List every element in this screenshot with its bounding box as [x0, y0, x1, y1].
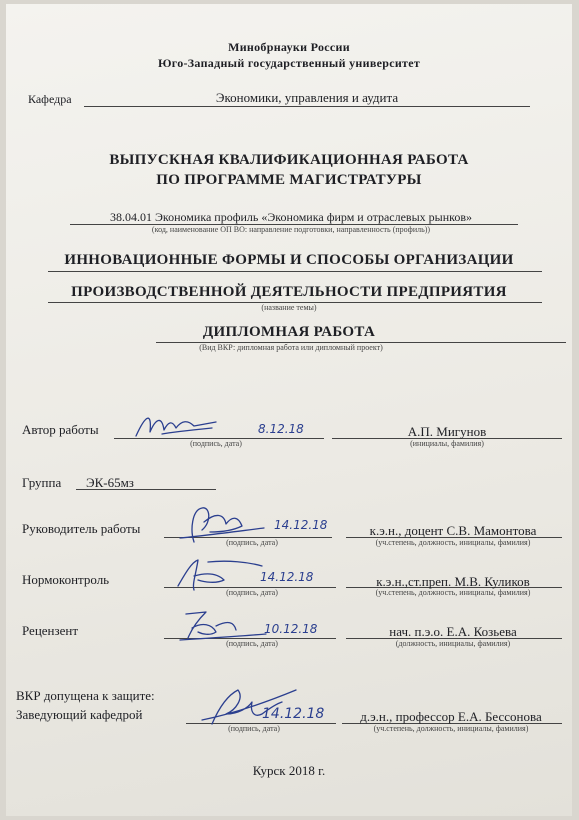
supervisor-name-hint: (уч.степень, должность, инициалы, фамилия)	[375, 538, 531, 547]
normcontrol-name: к.э.н.,ст.преп. М.В. Куликов	[376, 574, 530, 589]
supervisor-label: Руководитель работы	[22, 521, 141, 536]
work-title-line2: ПО ПРОГРАММЕ МАГИСТРАТУРЫ	[156, 172, 422, 188]
reviewer-label: Рецензент	[22, 623, 79, 638]
author-name: А.П. Мигунов	[407, 424, 487, 439]
normcontrol-date: 14.12.18	[260, 570, 314, 584]
admission-line2: Заведующий кафедрой	[16, 707, 143, 722]
normcontrol-label: Нормоконтроль	[22, 572, 110, 587]
city-year: Курск 2018 г.	[252, 763, 326, 778]
normcontrol-name-hint: (уч.степень, должность, инициалы, фамилия)	[375, 588, 531, 597]
work-title-line1: ВЫПУСКНАЯ КВАЛИФИКАЦИОННАЯ РАБОТА	[109, 152, 469, 168]
department-underline	[84, 106, 530, 107]
document-page	[6, 4, 572, 816]
author-name-hint: (инициалы, фамилия)	[410, 439, 484, 448]
group-label: Группа	[22, 475, 62, 490]
reviewer-date: 10.12.18	[264, 622, 318, 636]
department-label: Кафедра	[28, 92, 72, 106]
author-sign-hint: (подпись, дата)	[190, 439, 242, 448]
head-signature	[192, 680, 302, 730]
admission-line1: ВКР допущена к защите:	[16, 688, 155, 703]
university-name: Юго-Западный государственный университет	[157, 56, 421, 70]
author-date: 8.12.18	[258, 422, 304, 436]
work-kind: ДИПЛОМНАЯ РАБОТА	[202, 324, 376, 340]
study-direction: 38.04.01 Экономика профиль «Экономика фирм и отраслевых рынков»	[109, 210, 473, 224]
group-value: ЭК-65мз	[86, 475, 134, 490]
admission-name-hint: (уч.степень, должность, инициалы, фамилия)	[373, 724, 529, 733]
supervisor-date: 14.12.18	[274, 518, 328, 532]
reviewer-name: нач. п.э.о. Е.А. Козьева	[389, 624, 517, 639]
author-label: Автор работы	[22, 422, 99, 437]
ministry-name: Минобрнауки России	[228, 40, 350, 54]
supervisor-name: к.э.н., доцент С.В. Мамонтова	[369, 523, 537, 538]
admission-date: 14.12.18	[262, 706, 325, 722]
normcontrol-sign-hint: (подпись, дата)	[226, 588, 278, 597]
supervisor-sign-hint: (подпись, дата)	[226, 538, 278, 547]
kind-hint: (Вид ВКР: дипломная работа или дипломный проект)	[199, 343, 383, 352]
direction-hint: (код, наименование ОП ВО: направление подготовки, направленность (профиль))	[151, 225, 431, 234]
department-value: Экономики, управления и аудита	[215, 90, 399, 105]
reviewer-name-hint: (должность, инициалы, фамилия)	[395, 639, 511, 648]
topic-line2: ПРОИЗВОДСТВЕННОЙ ДЕЯТЕЛЬНОСТИ ПРЕДПРИЯТИЯ	[71, 284, 507, 300]
topic-line1: ИННОВАЦИОННЫЕ ФОРМЫ И СПОСОБЫ ОРГАНИЗАЦИИ	[64, 252, 514, 268]
topic-underline-1	[48, 271, 542, 272]
reviewer-sign-hint: (подпись, дата)	[226, 639, 278, 648]
admission-sign-hint: (подпись, дата)	[228, 724, 280, 733]
topic-hint: (название темы)	[261, 303, 317, 312]
admission-name: д.э.н., профессор Е.А. Бессонова	[360, 709, 542, 724]
